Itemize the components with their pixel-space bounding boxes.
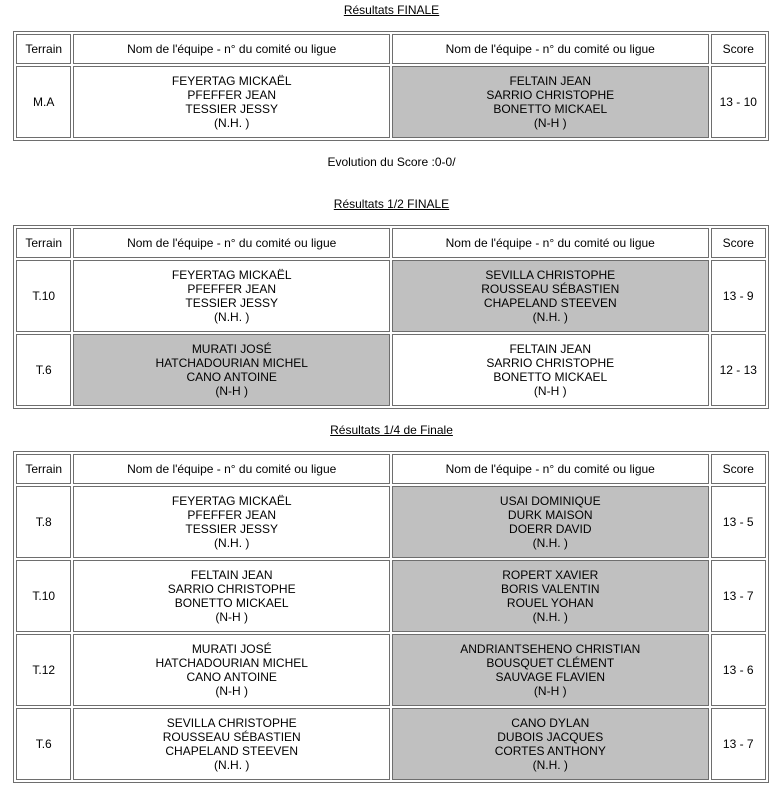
team-committee: (N-H ) bbox=[215, 610, 249, 624]
team-2-cell bbox=[392, 486, 709, 558]
player-name: FELTAIN JEAN bbox=[509, 342, 592, 356]
player-name: ROPERT XAVIER bbox=[502, 568, 599, 582]
header-terrain: Terrain bbox=[16, 228, 71, 258]
team-2-cell bbox=[392, 334, 709, 406]
player-name: TESSIER JESSY bbox=[185, 522, 279, 536]
team-committee: (N.H. ) bbox=[532, 758, 568, 772]
player-name: PFEFFER JEAN bbox=[187, 282, 277, 296]
player-name: BONETTO MICKAEL bbox=[174, 596, 289, 610]
team-committee: (N.H. ) bbox=[214, 758, 250, 772]
header-score: Score bbox=[711, 228, 766, 258]
table-header-row bbox=[16, 228, 766, 258]
match-row bbox=[16, 486, 766, 558]
match-row bbox=[16, 560, 766, 632]
team-1-cell bbox=[73, 66, 390, 138]
match-row bbox=[16, 708, 766, 780]
section-title-finale: Résultats FINALE bbox=[343, 3, 440, 17]
header-score: Score bbox=[711, 454, 766, 484]
table-header-row bbox=[16, 34, 766, 64]
results-table-finale bbox=[13, 31, 769, 141]
score-cell: 13 - 9 bbox=[711, 260, 766, 332]
player-name: SAUVAGE FLAVIEN bbox=[495, 670, 606, 684]
team-committee: (N-H ) bbox=[215, 684, 249, 698]
player-name: DOERR DAVID bbox=[509, 522, 592, 536]
team-committee: (N-H ) bbox=[533, 684, 567, 698]
player-name: ROUEL YOHAN bbox=[506, 596, 594, 610]
player-name: ROUSSEAU SÉBASTIEN bbox=[481, 282, 620, 296]
team-2-cell bbox=[392, 66, 709, 138]
team-committee: (N.H. ) bbox=[214, 310, 250, 324]
player-name: BORIS VALENTIN bbox=[501, 582, 600, 596]
match-row bbox=[16, 66, 766, 138]
team-1-cell bbox=[73, 486, 390, 558]
player-name: TESSIER JESSY bbox=[185, 102, 279, 116]
header-terrain: Terrain bbox=[16, 454, 71, 484]
section-title-quarterfinal: Résultats 1/4 de Finale bbox=[330, 423, 453, 437]
header-team-2: Nom de l'équipe - n° du comité ou ligue bbox=[392, 34, 709, 64]
terrain-cell: T.6 bbox=[16, 708, 71, 780]
terrain-cell: T.6 bbox=[16, 334, 71, 406]
team-committee: (N.H. ) bbox=[532, 536, 568, 550]
team-committee: (N.H. ) bbox=[214, 116, 250, 130]
team-committee: (N-H ) bbox=[533, 116, 567, 130]
terrain-cell: T.10 bbox=[16, 260, 71, 332]
score-cell: 13 - 10 bbox=[711, 66, 766, 138]
header-score: Score bbox=[711, 34, 766, 64]
results-table-semifinal bbox=[13, 225, 769, 409]
team-2-cell bbox=[392, 560, 709, 632]
team-1-cell bbox=[73, 708, 390, 780]
player-name: BONETTO MICKAEL bbox=[493, 102, 608, 116]
player-name: USAI DOMINIQUE bbox=[499, 494, 601, 508]
player-name: CORTES ANTHONY bbox=[494, 744, 606, 758]
player-name: FELTAIN JEAN bbox=[190, 568, 273, 582]
player-name: FEYERTAG MICKAËL bbox=[171, 74, 292, 88]
header-team-2: Nom de l'équipe - n° du comité ou ligue bbox=[392, 454, 709, 484]
player-name: ANDRIANTSEHENO CHRISTIAN bbox=[460, 642, 641, 656]
terrain-cell: M.A bbox=[16, 66, 71, 138]
team-1-cell bbox=[73, 334, 390, 406]
header-terrain: Terrain bbox=[16, 34, 71, 64]
score-cell: 13 - 5 bbox=[711, 486, 766, 558]
team-1-cell bbox=[73, 560, 390, 632]
team-committee: (N.H. ) bbox=[532, 310, 568, 324]
header-team-1: Nom de l'équipe - n° du comité ou ligue bbox=[73, 34, 390, 64]
player-name: BOUSQUET CLÉMENT bbox=[486, 656, 615, 670]
match-row bbox=[16, 260, 766, 332]
team-committee: (N.H. ) bbox=[532, 610, 568, 624]
results-table-quarterfinal bbox=[13, 451, 769, 783]
team-2-cell bbox=[392, 708, 709, 780]
score-evolution: Evolution du Score :0-0/ bbox=[327, 155, 456, 169]
team-1-cell bbox=[73, 260, 390, 332]
player-name: CHAPELAND STEEVEN bbox=[483, 296, 617, 310]
team-2-cell bbox=[392, 260, 709, 332]
player-name: PFEFFER JEAN bbox=[187, 88, 277, 102]
player-name: CANO ANTOINE bbox=[186, 670, 277, 684]
player-name: SARRIO CHRISTOPHE bbox=[486, 356, 615, 370]
player-name: FELTAIN JEAN bbox=[509, 74, 592, 88]
header-team-1: Nom de l'équipe - n° du comité ou ligue bbox=[73, 454, 390, 484]
team-1-cell bbox=[73, 634, 390, 706]
player-name: DURK MAISON bbox=[507, 508, 593, 522]
player-name: SEVILLA CHRISTOPHE bbox=[485, 268, 616, 282]
team-committee: (N.H. ) bbox=[214, 536, 250, 550]
score-cell: 13 - 7 bbox=[711, 708, 766, 780]
table-header-row bbox=[16, 454, 766, 484]
player-name: MURATI JOSÉ bbox=[191, 642, 272, 656]
player-name: CANO DYLAN bbox=[511, 716, 590, 730]
terrain-cell: T.10 bbox=[16, 560, 71, 632]
player-name: CANO ANTOINE bbox=[186, 370, 277, 384]
player-name: CHAPELAND STEEVEN bbox=[165, 744, 299, 758]
match-row bbox=[16, 634, 766, 706]
match-row bbox=[16, 334, 766, 406]
player-name: SARRIO CHRISTOPHE bbox=[167, 582, 296, 596]
team-committee: (N-H ) bbox=[215, 384, 249, 398]
player-name: FEYERTAG MICKAËL bbox=[171, 268, 292, 282]
team-committee: (N-H ) bbox=[533, 384, 567, 398]
section-title-semifinal: Résultats 1/2 FINALE bbox=[333, 197, 450, 211]
player-name: TESSIER JESSY bbox=[185, 296, 279, 310]
score-cell: 12 - 13 bbox=[711, 334, 766, 406]
player-name: SARRIO CHRISTOPHE bbox=[486, 88, 615, 102]
score-cell: 13 - 7 bbox=[711, 560, 766, 632]
player-name: FEYERTAG MICKAËL bbox=[171, 494, 292, 508]
player-name: BONETTO MICKAEL bbox=[493, 370, 608, 384]
score-cell: 13 - 6 bbox=[711, 634, 766, 706]
player-name: SEVILLA CHRISTOPHE bbox=[166, 716, 297, 730]
player-name: DUBOIS JACQUES bbox=[497, 730, 604, 744]
player-name: ROUSSEAU SÉBASTIEN bbox=[162, 730, 301, 744]
player-name: HATCHADOURIAN MICHEL bbox=[155, 656, 308, 670]
header-team-2: Nom de l'équipe - n° du comité ou ligue bbox=[392, 228, 709, 258]
header-team-1: Nom de l'équipe - n° du comité ou ligue bbox=[73, 228, 390, 258]
player-name: MURATI JOSÉ bbox=[191, 342, 272, 356]
player-name: HATCHADOURIAN MICHEL bbox=[155, 356, 308, 370]
terrain-cell: T.8 bbox=[16, 486, 71, 558]
player-name: PFEFFER JEAN bbox=[187, 508, 277, 522]
terrain-cell: T.12 bbox=[16, 634, 71, 706]
team-2-cell bbox=[392, 634, 709, 706]
